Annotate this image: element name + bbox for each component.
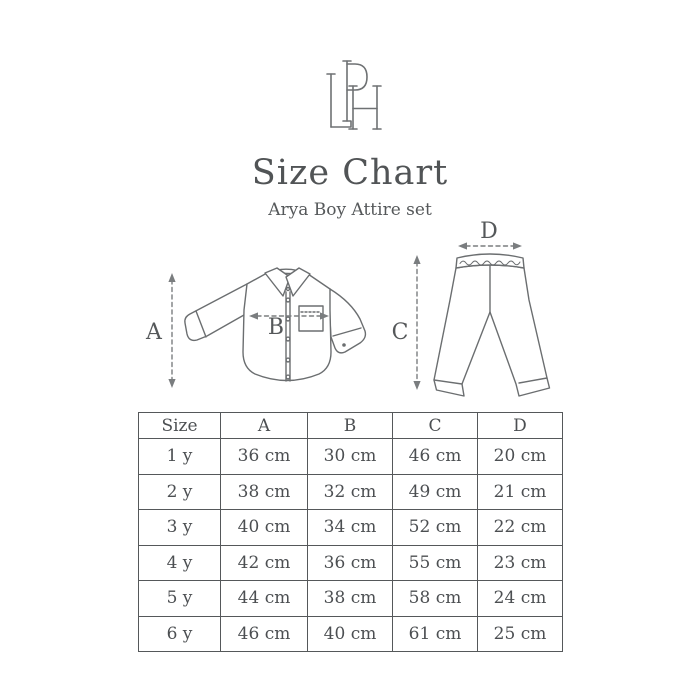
measurement-cell: 52 cm (393, 510, 478, 546)
pants-waist-label: D (480, 219, 498, 244)
size-cell: 5 y (139, 581, 221, 617)
measurement-cell: 61 cm (393, 616, 478, 652)
measurement-cell: 38 cm (308, 581, 393, 617)
table-header-row (139, 413, 563, 439)
header-a: A (221, 413, 308, 439)
logo-letter-p (343, 61, 367, 121)
size-cell: 2 y (139, 474, 221, 510)
measurement-cell: 40 cm (221, 510, 308, 546)
measurement-cell: 22 cm (478, 510, 563, 546)
measurement-cell: 34 cm (308, 510, 393, 546)
size-table (138, 412, 563, 652)
header-c: C (393, 413, 478, 439)
size-cell: 4 y (139, 545, 221, 581)
logo-letter-h (349, 86, 381, 129)
header-size: Size (139, 413, 221, 439)
measurement-cell: 49 cm (393, 474, 478, 510)
shirt-right-sleeve (329, 289, 365, 353)
table-row (139, 474, 563, 510)
shirt-chest-label: B (267, 315, 285, 340)
table-row (139, 439, 563, 475)
shirt-length-label: A (146, 320, 162, 345)
size-cell: 1 y (139, 439, 221, 475)
measurement-cell: 55 cm (393, 545, 478, 581)
measurement-cell: 42 cm (221, 545, 308, 581)
measurement-cell: 36 cm (221, 439, 308, 475)
table-row (139, 616, 563, 652)
header-d: D (478, 413, 563, 439)
table-row (139, 545, 563, 581)
measure-arrow-a (168, 273, 175, 388)
table-row (139, 510, 563, 546)
pants-illustration (434, 254, 550, 396)
pants-length-label: C (391, 320, 409, 345)
measurement-cell: 20 cm (478, 439, 563, 475)
measurement-cell: 46 cm (393, 439, 478, 475)
measurement-cell: 40 cm (308, 616, 393, 652)
measure-arrow-c (413, 255, 420, 390)
measurement-cell: 25 cm (478, 616, 563, 652)
pants-legs (434, 265, 550, 396)
shirt-pocket (299, 306, 323, 331)
measurement-cell: 46 cm (221, 616, 308, 652)
size-cell: 6 y (139, 616, 221, 652)
measurement-cell: 58 cm (393, 581, 478, 617)
measurement-cell: 38 cm (221, 474, 308, 510)
lph-monogram-icon (327, 61, 381, 129)
table-row (139, 581, 563, 617)
measurement-cell: 36 cm (308, 545, 393, 581)
header-b: B (308, 413, 393, 439)
size-cell: 3 y (139, 510, 221, 546)
page-subtitle: Arya Boy Attire set (268, 200, 432, 220)
measurement-cell: 23 cm (478, 545, 563, 581)
measurement-cell: 21 cm (478, 474, 563, 510)
measurement-cell: 32 cm (308, 474, 393, 510)
measurement-cell: 44 cm (221, 581, 308, 617)
measurement-cell: 24 cm (478, 581, 563, 617)
page-title: Size Chart (251, 153, 449, 193)
shirt-left-sleeve (185, 284, 251, 340)
measurement-cell: 30 cm (308, 439, 393, 475)
